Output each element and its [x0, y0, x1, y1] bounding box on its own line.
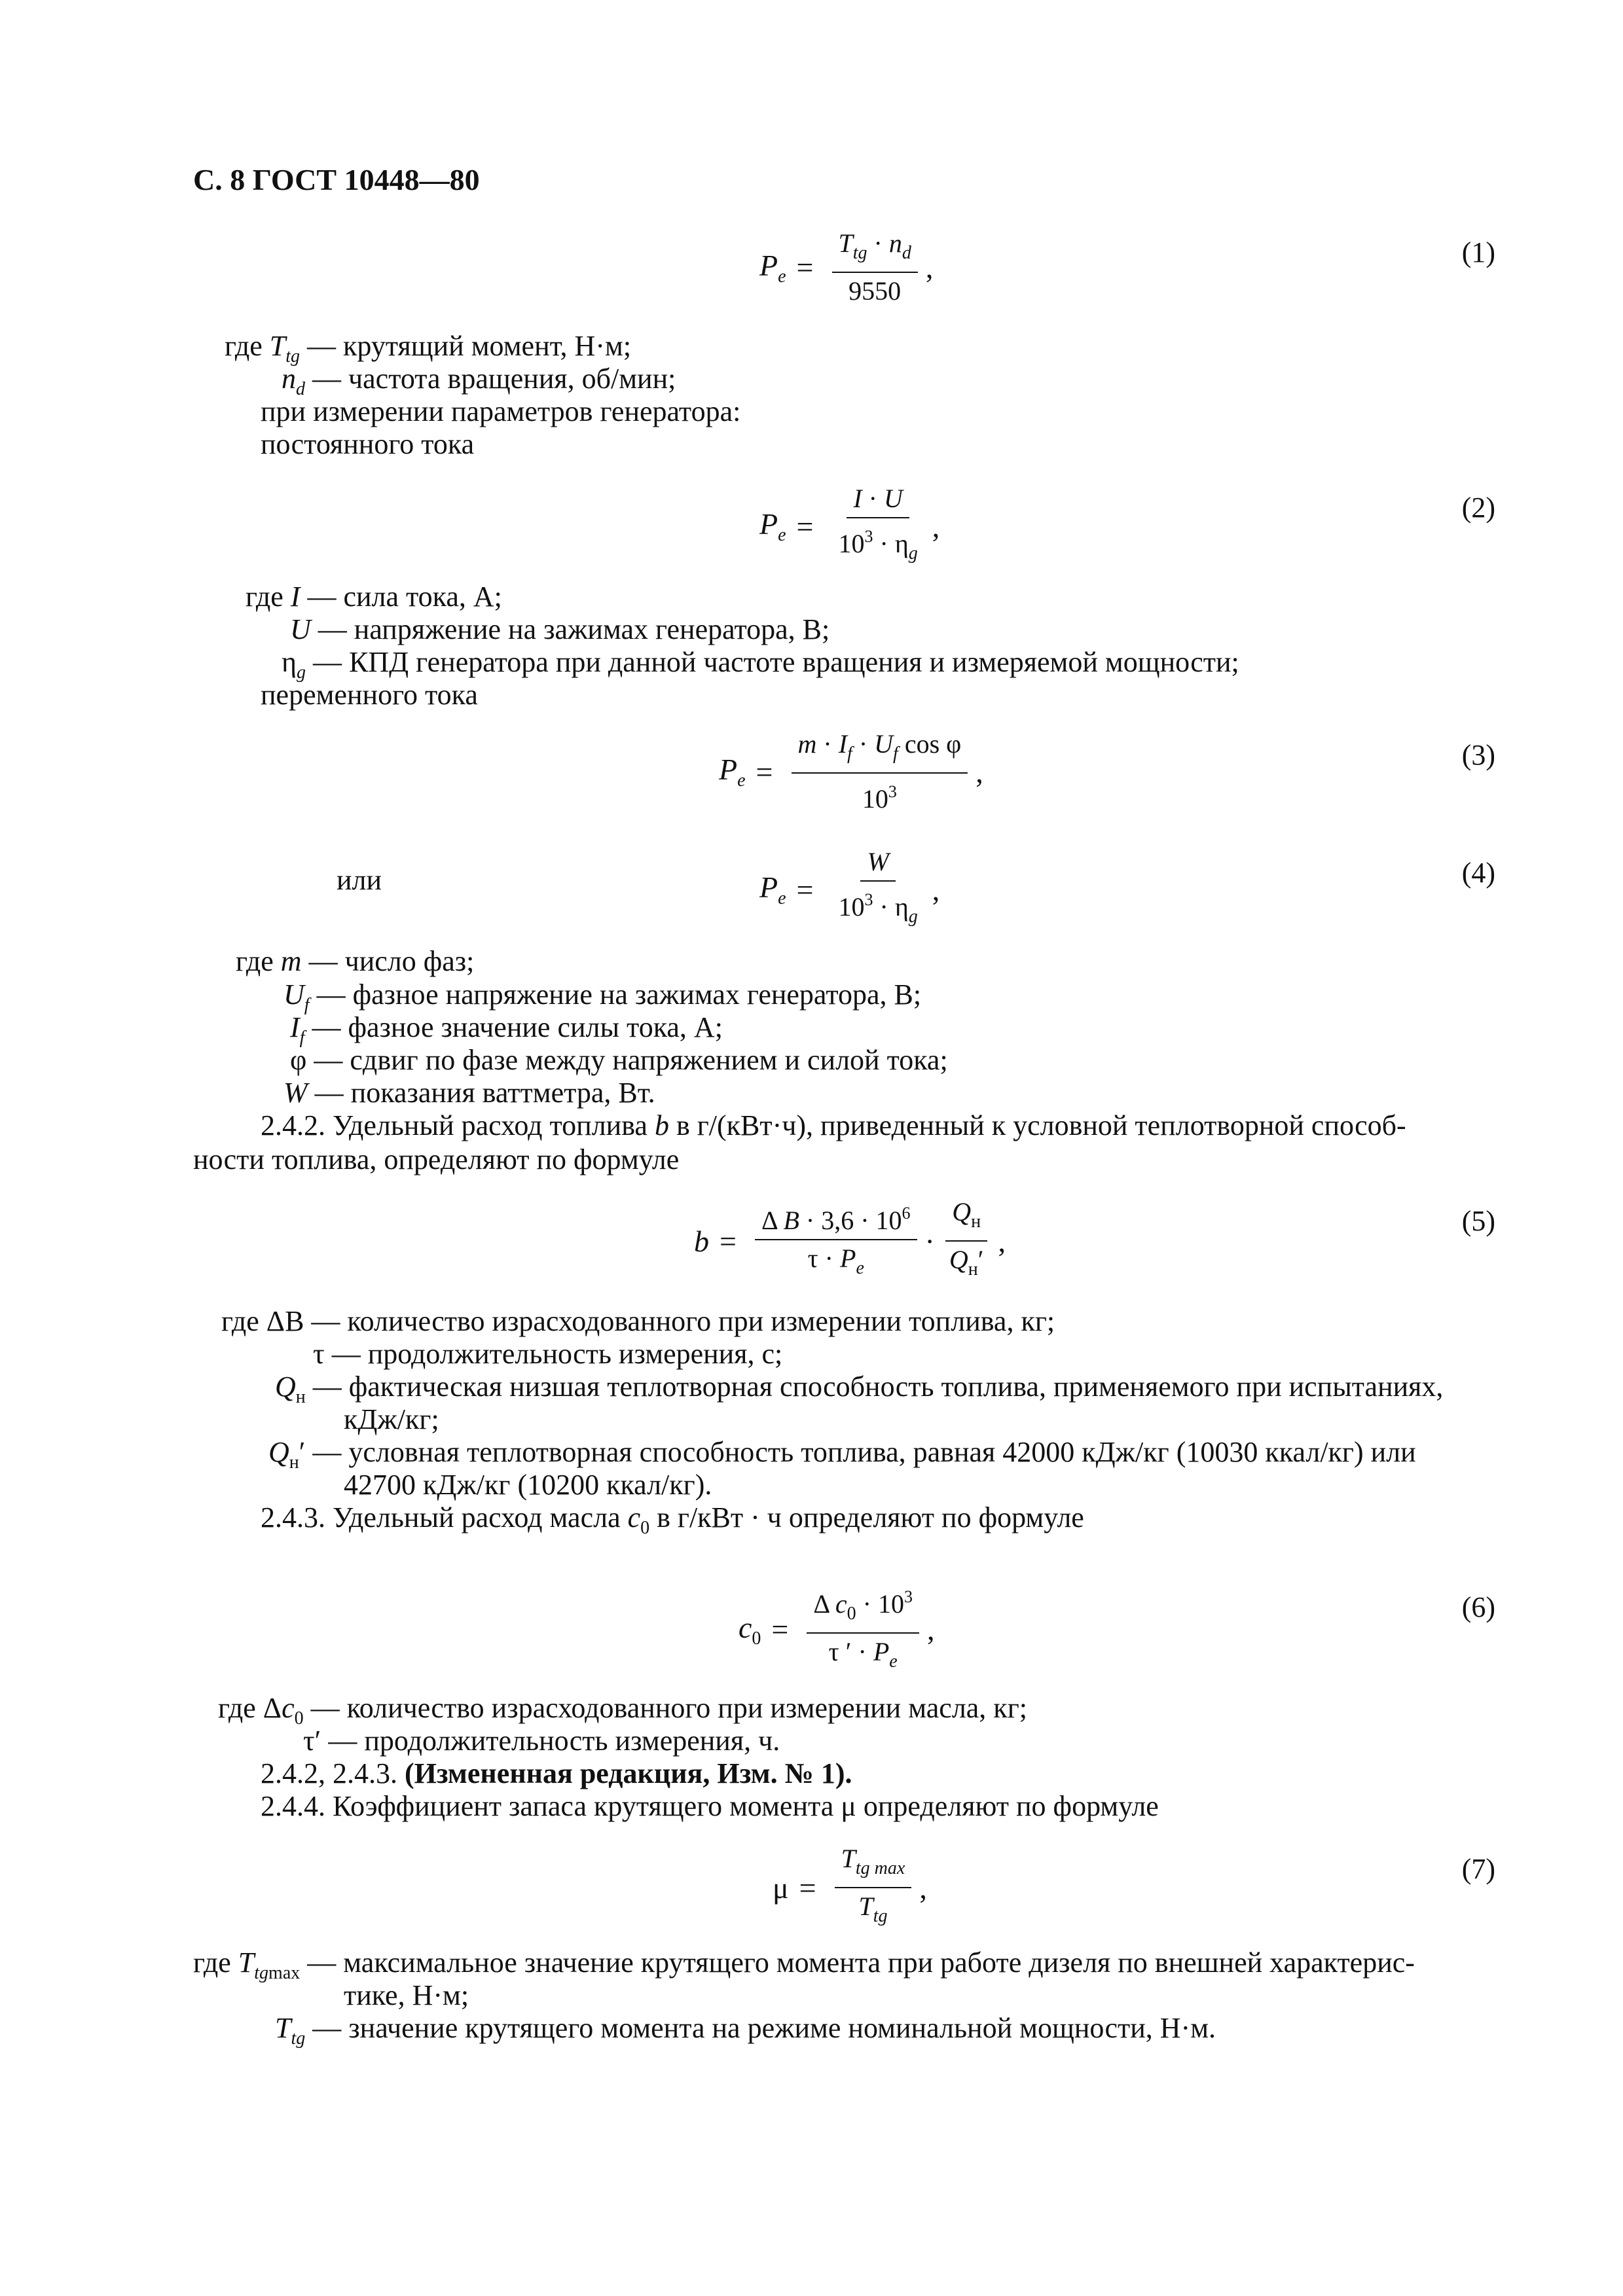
formula-7: μ = $\frac{T_{tg max}}{T_{tg}}$ ,	[773, 1844, 927, 1926]
where-line: где $T_{tg}$ — крутящий момент, Н·м;	[225, 330, 632, 367]
definition-line: $Q_н'$ — условная теплотворная способность топлива, равная 42000 кДж/кг (10030 ккал/кг) или	[268, 1436, 1416, 1473]
definition-line: $T_{tg}$ — значение крутящего момента на режиме номинальной мощности, Н·м.	[275, 2012, 1216, 2049]
equation-number-3: (3)	[1461, 739, 1495, 771]
equation-number-6: (6)	[1461, 1591, 1495, 1623]
formula-3: $P_e$ = $\frac{m \cdot I_f \cdot U_f \cos \varphi}{10^3}$ ,	[719, 729, 983, 814]
text-line: переменного тока	[261, 679, 478, 711]
formula-5: b = $\frac{\Delta B \cdot 3,6 \cdot 10^6}{\tau \cdot P_e}$ · $\frac{Q_н}{Q_н'}$ ,	[694, 1197, 1006, 1280]
formula-6: $c_0$ = $\frac{\Delta c_0 \cdot 10^3}{\tau ' \cdot P_e}$ ,	[739, 1583, 934, 1676]
definition-line-cont: кДж/кг;	[344, 1403, 439, 1435]
definition-line: $I_f$ — фазное значение силы тока, А;	[290, 1011, 723, 1048]
paragraph-2-4-3: 2.4.3. Удельный расход масла $c_0$ в г/кВт · ч определяют по формуле	[261, 1501, 1084, 1538]
definition-line: $Q_н$ — фактическая низшая теплотворная способность топлива, применяемого при испытаниях,	[275, 1371, 1444, 1407]
definition-line: τ′ — продолжительность измерения, ч.	[303, 1725, 780, 1757]
definition-line: $n_d$ — частота вращения, об/мин;	[282, 363, 676, 399]
equation-number-2: (2)	[1461, 492, 1495, 524]
equation-number-5: (5)	[1461, 1205, 1495, 1237]
definition-line-cont: тике, Н·м;	[344, 1979, 469, 2011]
definition-line: U — напряжение на зажимах генератора, В;	[290, 613, 830, 645]
paragraph-2-4-2-cont: ности топлива, определяют по формуле	[193, 1143, 680, 1175]
formula-2: $P_e$ = $\frac{I \cdot U}{10^3 \cdot \eta_g}$ ,	[759, 484, 940, 564]
definition-line: φ — сдвиг по фазе между напряжением и силой тока;	[290, 1044, 948, 1076]
where-line: где I — сила тока, А;	[246, 581, 502, 613]
definition-line: τ — продолжительность измерения, с;	[313, 1338, 783, 1370]
definition-line: $U_f$ — фазное напряжение на зажимах генератора, В;	[283, 978, 922, 1015]
where-line: где m — число фаз;	[236, 945, 475, 977]
equation-number-4: (4)	[1461, 857, 1495, 889]
formula-4: $P_e$ = $\frac{W}{10^3 \cdot \eta_g}$ ,	[759, 847, 940, 927]
paragraph-2-4-2: 2.4.2. Удельный расход топлива b в г/(кВт·ч), приведенный к условной теплотворной способ-	[261, 1109, 1406, 1141]
text-line: постоянного тока	[261, 428, 475, 460]
paragraph-2-4-4: 2.4.4. Коэффициент запаса крутящего момента μ определяют по формуле	[261, 1790, 1159, 1822]
equation-number-7: (7)	[1461, 1853, 1495, 1885]
definition-line: $\eta_g$ — КПД генератора при данной частоте вращения и измеряемой мощности;	[282, 646, 1239, 683]
change-note: 2.4.2, 2.4.3. (Измененная редакция, Изм. № 1).	[261, 1757, 852, 1789]
formula-1: $P_e$ = $\frac{T_{tg} \cdot n_d}{9550}$ ,	[759, 228, 934, 306]
where-line: где $T_{tgmax}$ — максимальное значение крутящего момента при работе дизеля по внешней характерис-	[193, 1946, 1415, 1983]
where-line: где ΔB — количество израсходованного при измерении топлива, кг;	[221, 1305, 1055, 1337]
or-label: или	[337, 864, 382, 896]
page-header: С. 8 ГОСТ 10448—80	[193, 163, 480, 196]
where-line: где $\Delta c_0$ — количество израсходованного при измерении масла, кг;	[218, 1692, 1027, 1729]
text-line: при измерении параметров генератора:	[261, 395, 741, 427]
equation-number-1: (1)	[1461, 236, 1495, 268]
definition-line-cont: 42700 кДж/кг (10200 ккал/кг).	[344, 1469, 712, 1501]
definition-line: W — показания ваттметра, Вт.	[283, 1077, 655, 1109]
